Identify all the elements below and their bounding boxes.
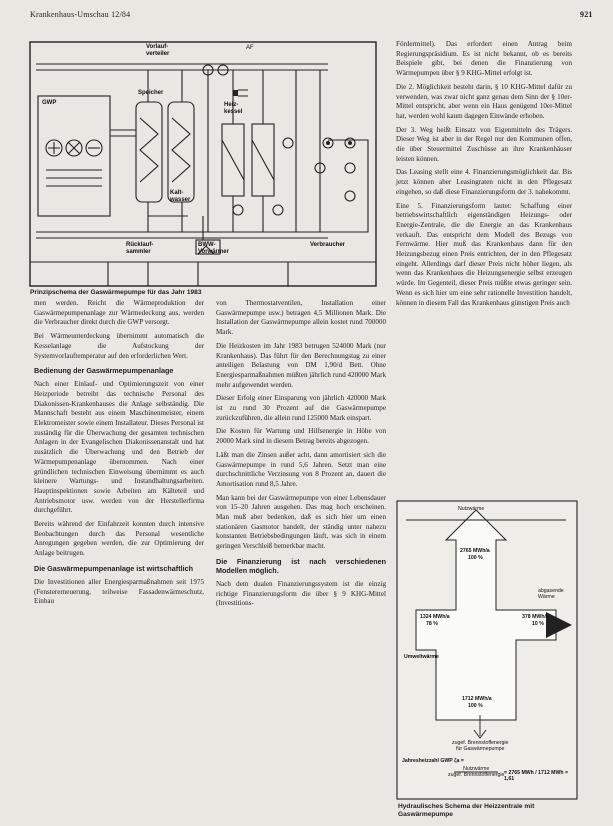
flow-drawing: [396, 500, 578, 800]
label-ruecklauf: Rücklauf- sammler: [126, 242, 154, 255]
diagram-caption: Prinzipschema der Gaswärmepumpe für das Jahr 1983: [30, 289, 202, 296]
label-verbraucher: Verbraucher: [310, 242, 346, 248]
paragraph: Eine 5. Finanzierungsform lautet: Schaffung einer betriebswirtschaftlich eigenständigen Heizungs- oder Energie-Zentrale, die die Energie an das Krankenhaus verkauft. Das entspricht dem Modell des Bezugs von Fernwärme. Hier muß das Krankenhaus dann für den Heizungsbezug einen Preis entrichten, der in den Pflegesatz eingeht. Allerdings darf dieser Preis nicht höher liegen, als wenn das Krankenhaus die Heizungsenergie selbst erzeugen würde. Im Gegenteil, dieser Preis müßte etwas geringer sein. Wenn es sich hier um eine sehr rationelle Investition handelt, können in diesem Fall das Krankenhaus günstigen Preis auch: [396, 201, 572, 307]
formula-fraction: Nutzwärme zugef. Brennstoffenergie: [448, 766, 505, 778]
flow-bottom-value: 1712 MWh/a: [462, 696, 492, 702]
formula-lhs: Jahresheizzahl GWP ζa =: [402, 758, 464, 764]
flow-abgas-value: 378 MWh/a: [522, 614, 549, 620]
paragraph: Die Heizkosten im Jahr 1983 betrugen 524000 Mark (nur Krankenhaus). Das führt für den Berechnungstag zu einer anteiligen Belastung von DM 1,90/d Bett. Ohne Energiesparmaßnahmen müßten jährlich rund 420000 Mark mehr aufgewendet werden.: [216, 341, 386, 389]
label-vorlauf: Vorlauf- verteiler: [146, 44, 170, 57]
label-gwp: GWP: [42, 100, 57, 106]
paragraph: Läßt man die Zinsen außer acht, dann amortisiert sich die Gaswärmepumpe in rund 5,6 Jahren. Setzt man eine durchschnittliche Verzinsung von 8 Prozent an, dauert die Amortisation rund 8,5 Jahre.: [216, 450, 386, 488]
flow-umwelt: Umweltwärme: [404, 654, 439, 660]
middle-column: [216, 299, 386, 613]
label-bww: BWW- Vorwärmer: [198, 242, 229, 255]
flow-abgas: abgasende Wärme: [538, 588, 564, 600]
flow-left-pct: 78 %: [426, 621, 438, 627]
flow-nutzwaerme: Nutzwärme: [458, 506, 485, 512]
left-column: [34, 299, 204, 611]
label-af: AF: [246, 45, 254, 51]
flow-abgas-pct: 10 %: [532, 621, 544, 627]
flow-bottom-pct: 100 %: [468, 703, 483, 709]
paragraph: men werden. Reicht die Wärmeproduktion der Gaswärmepumpenanlage zur Wärmedeckung aus, werden die Verbraucher direkt durch die GWP versorgt.: [34, 299, 204, 327]
paragraph: Die Kosten für Wartung und Hilfsenergie in Höhe von 20000 Mark sind in diesem Betrag bereits abgezogen.: [216, 427, 386, 446]
paragraph: Fördermittel). Das erfordert einen Antrag beim Regierungspräsidium. Es ist nicht bekannt, ob es bereits Beispiele gibt, bei denen die Finanzierung von Wärmepumpen über § 9 KHG-Mittel erfolgt ist.: [396, 40, 572, 78]
right-column: [396, 40, 572, 312]
running-header: Krankenhaus-Umschau 12/84: [30, 10, 131, 19]
flow-top-value: 2765 MWh/a: [460, 548, 490, 554]
label-speicher: Speicher: [138, 90, 164, 96]
paragraph: Bereits während der Einfahrzeit konnten durch intensive Beobachtungen durch das Personal wesentliche Anregungen gegeben werden, die zur Optimierung der Anlage beitrugen.: [34, 520, 204, 558]
flow-bottom-label: zugef. Brennstoffenergie für Gaswärmepumpe: [452, 740, 509, 752]
paragraph: Man kann bei der Gaswärmepumpe von einer Lebensdauer von 15–20 Jahren ausgehen. Das mag hoch erscheinen. Man muß aber bedenken, daß es sich hier um einen stationären Gasmotor handelt, der ständig unter nahezu konstanten Betriebsbedingungen läuft, was sich in einem geringen Verschleiß bemerkbar macht.: [216, 493, 386, 551]
paragraph: Die 2. Möglichkeit besteht darin, § 10 KHG-Mittel dafür zu verwenden, was zwar nicht ganz genau dem Sinn der § 10er-Mittel entspricht, aber wenn ein Haus genügend 10er-Mittel hat, werden wohl kaum dagegen Einwände erhoben.: [396, 82, 572, 120]
paragraph: Nach dem dualen Finanzierungssystem ist die einzig richtige Finanzierungsform die über § 9 KHG-Mittel (Investitions-: [216, 579, 386, 608]
label-kaltwasser: Kalt- wasser: [170, 190, 191, 203]
paragraph: von Thermostatventilen, Installation einer Gaswärmepumpe usw.) betragen 4,5 Millionen Mark. Die Installation der Gaswärmepumpe allein kostet rund 700000 Mark.: [216, 299, 386, 337]
page-number: 921: [580, 10, 593, 19]
formula-result: = 2765 MWh / 1712 MWh = 1,61: [504, 770, 569, 782]
paragraph: Dieser Erfolg einer Einsparung von jährlich 420000 Mark ist zu rund 30 Prozent auf die Gaswärmepumpe zurückzuführen, die allein rund 125000 Mark einspart.: [216, 394, 386, 422]
flow-left-value: 1324 MWh/a: [420, 614, 450, 620]
energy-flow-chart: [396, 500, 578, 800]
paragraph: Der 3. Weg heißt Einsatz von Eigenmitteln des Trägers. Dieser Weg ist aber in der Regel nur den Kommunen offen, die über Steuermittel Zuschüsse an ihre Krankenhäuser leisten können.: [396, 125, 572, 163]
paragraph: Die Investitionen aller Energiesparmaßnahmen seit 1975 (Fenstererneuerung, teilweise Fassadenwärmeschutz, Einbau: [34, 577, 204, 606]
hydraulic-diagram: [28, 40, 378, 288]
paragraph: Das Leasing stellt eine 4. Finanzierungsmöglichkeit dar. Bis jetzt können aber Leasingraten nicht in den Pflegesatz eingehen, so daß diese Finanzierungsform der 3. nahekommt.: [396, 168, 572, 196]
section-heading: Bedienung der Gaswärmepumpenanlage: [34, 366, 174, 376]
flow-top-pct: 100 %: [468, 555, 483, 561]
paragraph: Nach einer Einlauf- und Optimierungszeit von einer Heizperiode betreibt das technische Personal des Diakonissen-Krankenhauses die Anlage selbständig. Die Mannschaft besteht aus einem Maschinenmeister, einem Elektromeister sowie einem Installateur. Dieses Personal ist zuständig für die Überwachung der gesamten technischen Anlagen in der Evangelischen Diakonissenanstalt und hat zusätzlich die Überwachung und den Betrieb der Wärmepumpenanlage übernommen. Nach einer gründlichen technischen Einweisung übernimmt es auch kleinere Wartungs- und Instandhaltungsarbeiten. Hauptinspektionen sowie Arbeiten am Kälteteil und Antriebsmotor usw. werden von der Herstellerfirma durchgeführt.: [34, 380, 204, 515]
section-heading: Die Finanzierung ist nach verschiedenen Modellen möglich.: [216, 556, 386, 575]
label-heizkessel: Heiz- kessel: [224, 102, 243, 115]
flow-chart-caption: Hydraulisches Schema der Heizzentrale mit Gaswärmepumpe: [398, 803, 535, 818]
section-heading: Die Gaswärmepumpenanlage ist wirtschaftlich: [34, 563, 193, 573]
paragraph: Bei Wärmeunterdeckung übernimmt automatisch die Kesselanlage die Aufstockung der Systemvorlauftemperatur auf den erforderlichen Wert.: [34, 332, 204, 360]
